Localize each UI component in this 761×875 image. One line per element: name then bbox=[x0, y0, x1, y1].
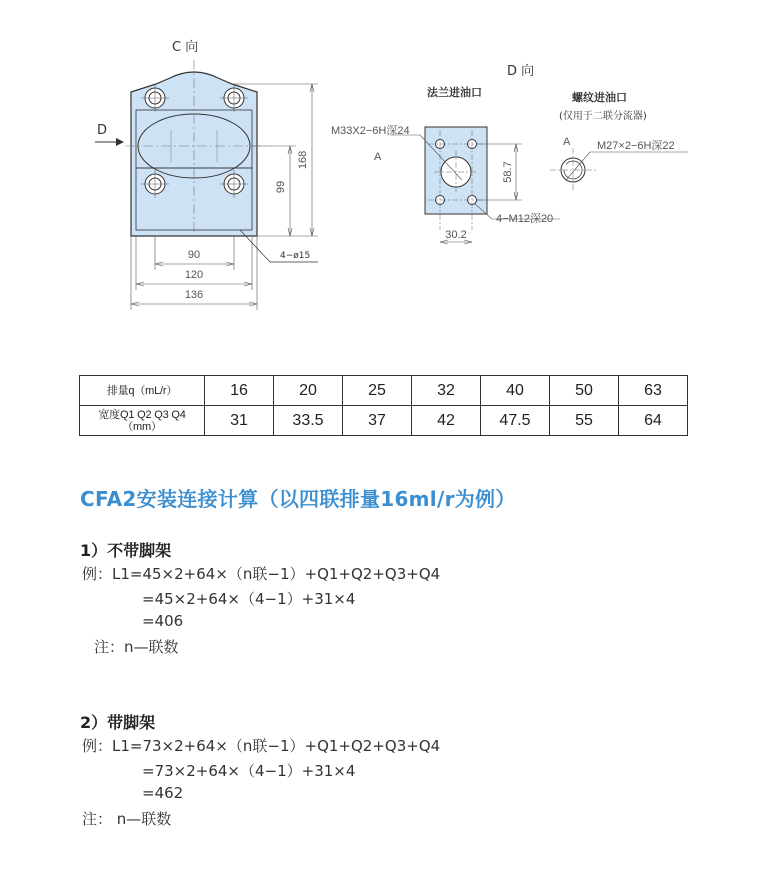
displacement-width-table bbox=[79, 375, 688, 436]
dim-99-label: 99 bbox=[275, 180, 287, 194]
table-cell: 31 bbox=[205, 406, 274, 436]
dim-30-2-label: 30.2 bbox=[445, 229, 467, 241]
bolt-note: 4−M12深20 bbox=[496, 213, 554, 225]
table-cell: 55 bbox=[550, 406, 619, 436]
dim-58-7-label: 58.7 bbox=[502, 161, 514, 183]
section-2-line-2: =73×2+64×（4−1）+31×4 bbox=[142, 762, 356, 780]
row-header-width bbox=[80, 406, 205, 436]
table-row-width bbox=[80, 406, 688, 436]
dim-136-label: 136 bbox=[184, 289, 204, 301]
dim-168-label: 168 bbox=[297, 150, 309, 170]
flange-thread-spec: M33X2−6H深24 bbox=[331, 125, 410, 137]
section-2-line-3: =462 bbox=[142, 784, 184, 802]
table-row-displacement bbox=[80, 376, 688, 406]
section-1-line-1: 例：L1=45×2+64×（n联−1）+Q1+Q2+Q3+Q4 bbox=[82, 565, 441, 583]
dimension-99 bbox=[252, 146, 296, 236]
dimension-120 bbox=[136, 236, 252, 290]
table-cell: 33.5 bbox=[274, 406, 343, 436]
technical-drawing bbox=[0, 0, 761, 345]
pump-body-c-view bbox=[125, 60, 265, 240]
section-1-note: 注：n—联数 bbox=[94, 638, 179, 656]
row-header-width-line1: 宽度Q1 Q2 Q3 Q4 bbox=[98, 408, 186, 421]
section-1-heading: 1）不带脚架 bbox=[80, 541, 172, 560]
arrow-d-label: D bbox=[97, 123, 108, 138]
flange-port-block bbox=[425, 127, 487, 230]
dim-90-label: 90 bbox=[187, 249, 201, 261]
thread-note: (仅用于二联分流器) bbox=[559, 111, 647, 122]
view-c-label: C 向 bbox=[172, 40, 199, 55]
section-1-line-2: =45×2+64×（4−1）+31×4 bbox=[142, 590, 356, 608]
section-1-line-3: =406 bbox=[142, 612, 184, 630]
table-cell: 37 bbox=[343, 406, 412, 436]
calc-title: CFA2安装连接计算（以四联排量16ml/r为例） bbox=[80, 487, 516, 511]
row-header-displacement: 排量q（mL/r） bbox=[80, 376, 205, 406]
view-d-arrow bbox=[95, 138, 124, 146]
hole-note: 4−ø15 bbox=[280, 251, 311, 261]
table-cell: 32 bbox=[412, 376, 481, 406]
table-cell: 16 bbox=[205, 376, 274, 406]
dim-120-label: 120 bbox=[184, 269, 204, 281]
thread-a-label: A bbox=[563, 136, 571, 148]
view-d-label: D 向 bbox=[507, 64, 535, 79]
table-cell: 63 bbox=[619, 376, 688, 406]
table-cell: 47.5 bbox=[481, 406, 550, 436]
flange-a-label: A bbox=[374, 151, 382, 163]
flange-inlet-label: 法兰进油口 bbox=[427, 86, 482, 99]
thread-inlet-label: 螺纹进油口 bbox=[572, 91, 627, 104]
table-cell: 20 bbox=[274, 376, 343, 406]
row-header-width-line2: （mm） bbox=[122, 420, 162, 433]
table-cell: 25 bbox=[343, 376, 412, 406]
table-cell: 64 bbox=[619, 406, 688, 436]
table-cell: 42 bbox=[412, 406, 481, 436]
section-2-note: 注： n—联数 bbox=[82, 810, 172, 828]
thread-port bbox=[550, 148, 596, 192]
table-cell: 50 bbox=[550, 376, 619, 406]
section-2-line-1: 例：L1=73×2+64×（n联−1）+Q1+Q2+Q3+Q4 bbox=[82, 737, 441, 755]
table-cell: 40 bbox=[481, 376, 550, 406]
thread-spec: M27×2−6H深22 bbox=[597, 140, 675, 152]
section-2-heading: 2）带脚架 bbox=[80, 713, 156, 732]
